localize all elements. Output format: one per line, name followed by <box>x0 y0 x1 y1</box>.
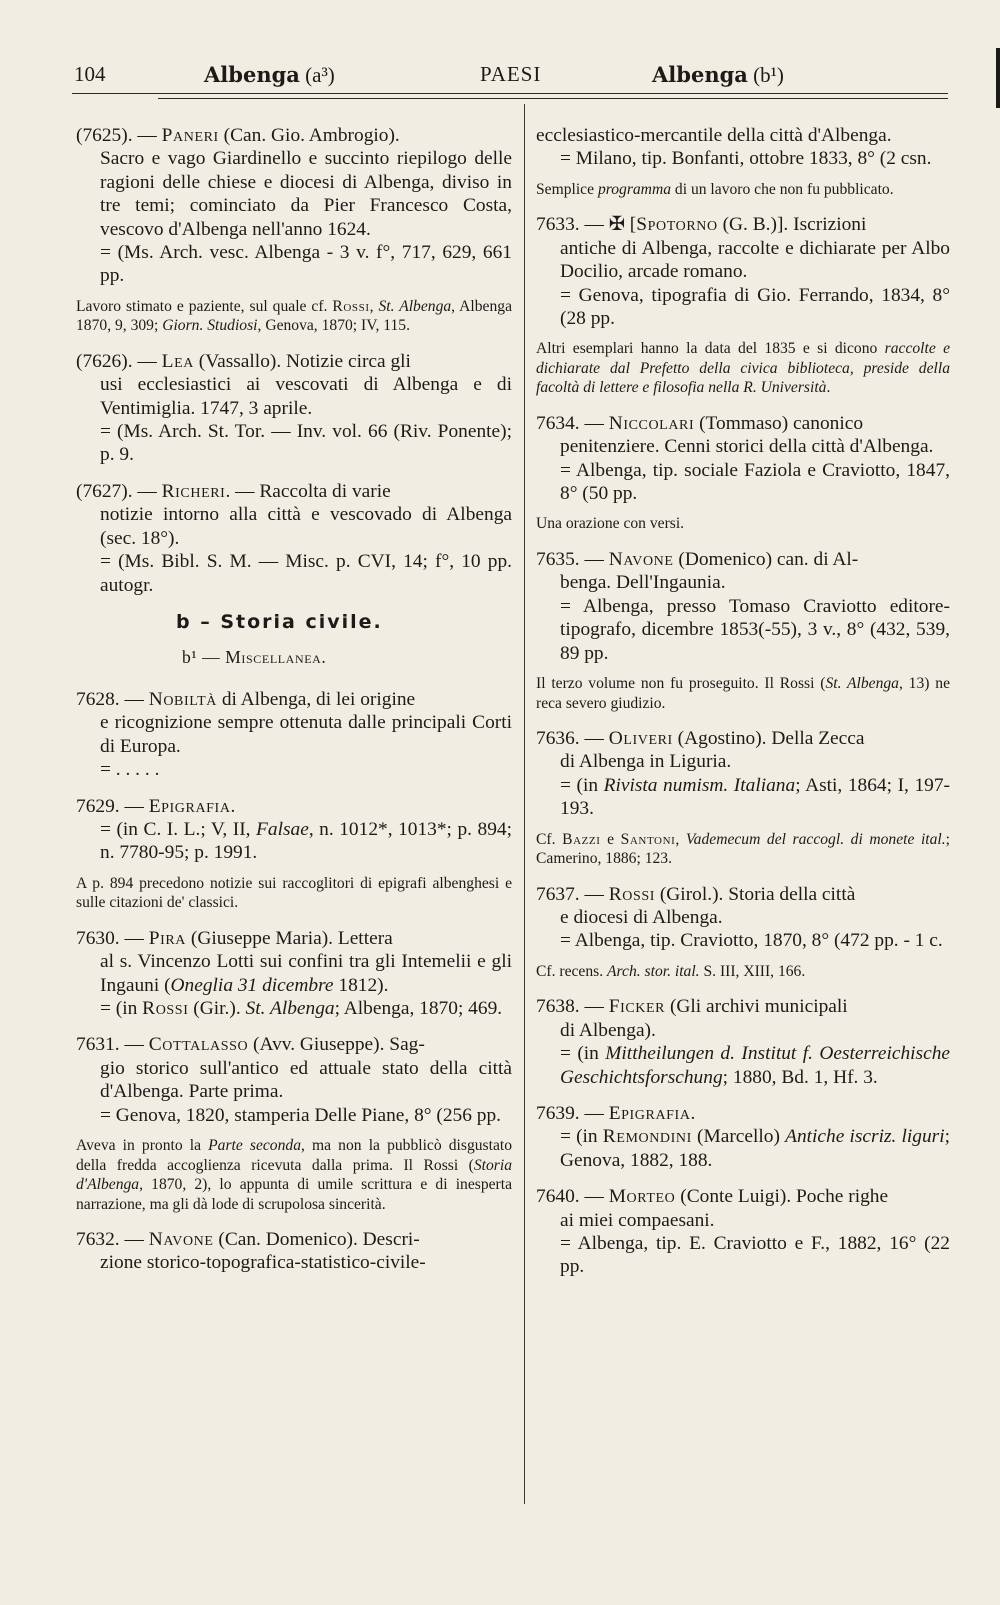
entry-title: Sacro e vago Giardinello e succinto riepilogo delle ragioni delle chiese e diocesi di Albenga, diviso in tre temi; cominciato da Pier Francesco Costa, vescovo d'Albenga nell'anno 1624. <box>100 148 512 240</box>
entry-note: Cf. Bazzi e Santoni, Vademecum del raccogl. di monete ital.; Camerino, 1886; 123. <box>536 830 950 868</box>
entry-title: e ricognizione sempre ottenuta dalle principali Corti di Europa. <box>100 712 512 757</box>
entry-author: Navone <box>608 548 674 570</box>
entry-7640: 7640. — Morteo (Conte Luigi). Poche righe ai miei compaesani. = Albenga, tip. E. Craviotto e F., 1882, 16° (22 pp. <box>536 1186 950 1278</box>
entry-reference: = Milano, tip. Bonfanti, ottobre 1833, 8° (2 csn. <box>560 148 932 170</box>
entry-note: Altri esemplari hanno la data del 1835 e si dicono raccolte e dichiarate dal Prefetto della civica biblioteca, preside della facoltà di lettere e filosofia nella R. Università. <box>536 340 950 397</box>
entry-reference: = (Ms. Arch. vesc. Albenga - 3 v. f°, 717, 629, 661 pp. <box>100 242 512 287</box>
section-heading: b – Storia civile. <box>176 610 383 633</box>
entry-reference: = Albenga, tip. sociale Faziola e Craviotto, 1847, 8° (50 pp. <box>560 459 950 505</box>
entry-reference: = (in C. I. L.; V, II, Falsae, n. 1012*, 1013*; p. 894; n. 7780-95; p. 1991. <box>100 818 512 864</box>
entry-author: Richeri <box>161 480 226 502</box>
entry-reference: = (in Remondini (Marcello) Antiche iscriz. liguri; Genova, 1882, 188. <box>560 1126 950 1171</box>
entry-title: ecclesiastico-mercantile della città d'Albenga. <box>536 125 892 146</box>
header-rule <box>72 93 948 94</box>
entry-7629: 7629. — Epigrafia. = (in C. I. L.; V, II, Falsae, n. 1012*, 1013*; p. 894; n. 7780-95; p. 1991. <box>76 795 512 864</box>
entry-reference: = Albenga, tip. E. Craviotto e F., 1882, 16° (22 pp. <box>560 1233 950 1278</box>
entry-note: Semplice programma di un lavoro che non fu pubblicato. <box>536 180 894 198</box>
entry-title: gio storico sull'antico ed attuale stato della città d'Albenga. Parte prima. <box>100 1057 512 1103</box>
entry-note: Una orazione con versi. <box>536 515 685 533</box>
entry-note: Lavoro stimato e paziente, sul quale cf. Rossi, St. Albenga, Albenga 1870, 9, 309; Giorn. Studiosi, Genova, 1870; IV, 115. <box>76 297 512 335</box>
entry-title: ai miei compaesani. <box>560 1209 715 1231</box>
page-edge-mark <box>996 48 1000 108</box>
entry-7627: (7627). — Richeri. — Raccolta di varie notizie intorno alla città e vescovado di Albenga (sec. 18°). = (Ms. Bibl. S. M. — Misc. p. CVI, 14; f°, 10 pp. autogr. <box>76 480 512 596</box>
entry-reference: = Genova, 1820, stamperia Delle Piane, 8° (256 pp. <box>100 1104 502 1126</box>
center-running-title: PAESI <box>480 62 542 86</box>
entry-author: Epigrafia <box>148 795 231 817</box>
entry-title: usi ecclesiastici ai vescovati di Albenga e di Ventimiglia. 1747, 3 aprile. <box>100 374 512 419</box>
entry-7632-continued <box>536 124 950 171</box>
entry-7634: 7634. — Niccolari (Tommaso) canonico penitenziere. Cenni storici della città d'Albenga. = Albenga, tip. sociale Faziola e Craviotto, 1847, 8° (50 pp. <box>536 412 950 505</box>
entry-author: Nobiltà <box>148 688 217 710</box>
entry-reference: = (in Mittheilungen d. Institut f. Oesterreichische Geschichtsforschung; 1880, Bd. 1, Hf. 3. <box>560 1043 950 1088</box>
entry-author: Ficker <box>608 996 666 1018</box>
entry-reference: = . . . . . <box>100 759 160 781</box>
subsection-heading: b¹ — Miscellanea. <box>182 646 327 667</box>
entry-7633: 7633. — ✠ [Spotorno (G. B.)]. Iscrizioni antiche di Albenga, raccolte e dichiarate per Albo Docilio, arcade romano. = Genova, tipografia di Gio. Ferrando, 1834, 8° (28 pp. <box>536 214 950 329</box>
entry-title: di Albenga in Liguria. <box>560 751 732 773</box>
entry-7626: (7626). — Lea (Vassallo). Notizie circa gli usi ecclesiastici ai vescovati di Albenga e di Ventimiglia. 1747, 3 aprile. = (Ms. Arch. St. Tor. — Inv. vol. 66 (Riv. Ponente); p. 9. <box>76 350 512 466</box>
header-rule-thin <box>158 98 948 99</box>
entry-title: antiche di Albenga, raccolte e dichiarate per Albo Docilio, arcade romano. <box>560 237 950 283</box>
entry-note: Aveva in pronto la Parte seconda, ma non la pubblicò disgustato della fredda accoglienza ricevuta dalla prima. Il Rossi (Storia d'Albenga, 1870, 2), lo appunta di umile scrittura e di inesperta narrazione, ma gli dà lode di scrupolosa sincerità. <box>76 1137 513 1213</box>
entry-7625: (7625). — Paneri (Can. Gio. Ambrogio). Sacro e vago Giardinello e succinto riepilogo delle ragioni delle chiese e diocesi di Albenga, diviso in tre temi; cominciato da Pier Francesco Costa, vescovo d'Albenga nell'anno 1624. = (Ms. Arch. vesc. Albenga - 3 v. f°, 717, 629, 661 pp. <box>76 125 512 287</box>
entry-author: Cottalasso <box>148 1034 249 1056</box>
entry-title: zione storico-topografica-statistico-civile- <box>100 1252 426 1274</box>
entry-7636: 7636. — Oliveri (Agostino). Della Zecca di Albenga in Liguria. = (in Rivista numism. Italiana; Asti, 1864; I, 197-193. <box>536 728 950 820</box>
entry-author: Lea <box>161 350 194 372</box>
entry-7628: 7628. — Nobiltà di Albenga, di lei origine e ricognizione sempre ottenuta dalle principali Corti di Europa. = . . . . . <box>76 688 512 781</box>
entry-title: e diocesi di Albenga. <box>560 907 723 929</box>
entry-reference: = (in Rivista numism. Italiana; Asti, 1864; I, 197-193. <box>560 774 950 820</box>
entry-7631: 7631. — Cottalasso (Avv. Giuseppe). Sag- gio storico sull'antico ed attuale stato della città d'Albenga. Parte prima. = Genova, 1820, stamperia Delle Piane, 8° (256 pp. <box>76 1034 512 1126</box>
entry-7635: 7635. — Navone (Domenico) can. di Al- benga. Dell'Ingaunia. = Albenga, presso Tomaso Craviotto editore-tipografo, dicembre 1853(-55), 3 v., 8° (432, 539, 89 pp. <box>536 548 950 664</box>
entry-title: benga. Dell'Ingaunia. <box>560 572 726 594</box>
entry-note: Il terzo volume non fu proseguito. Il Rossi (St. Albenga, 13) ne reca severo giudizio. <box>536 675 950 712</box>
entry-note: Cf. recens. Arch. stor. ital. S. III, XIII, 166. <box>536 962 806 980</box>
entry-title: penitenziere. Cenni storici della città d'Albenga. <box>560 436 934 458</box>
entry-title: al s. Vincenzo Lotti sui confini tra gli Intemelii e gli Ingauni (Oneglia 31 dicembre 1812). <box>100 951 512 996</box>
entry-reference: = Albenga, presso Tomaso Craviotto editore-tipografo, dicembre 1853(-55), 3 v., 8° (432, 539, 89 pp. <box>560 595 950 664</box>
entry-author: Niccolari <box>608 412 695 434</box>
entry-author: Pira <box>148 927 187 949</box>
entry-author: Morteo <box>608 1186 676 1208</box>
entry-author: Epigrafia <box>608 1102 691 1124</box>
entry-reference: = (in Rossi (Gir.). St. Albenga; Albenga, 1870; 469. <box>100 997 503 1019</box>
entry-title: di Albenga). <box>560 1019 656 1041</box>
entry-author: Spotorno <box>636 214 718 236</box>
left-running-title: Albenga (a³) <box>204 62 335 87</box>
right-running-title: Albenga (b¹) <box>652 62 784 87</box>
entry-author: Navone <box>148 1229 214 1250</box>
entry-reference: = (Ms. Arch. St. Tor. — Inv. vol. 66 (Riv. Ponente); p. 9. <box>100 421 512 466</box>
column-divider <box>524 104 525 1504</box>
entry-reference: = Albenga, tip. Craviotto, 1870, 8° (472 pp. - 1 c. <box>560 930 943 952</box>
running-header <box>72 58 948 94</box>
left-column <box>76 124 512 1288</box>
entry-reference: = (Ms. Bibl. S. M. — Misc. p. CVI, 14; f°, 10 pp. autogr. <box>100 551 512 596</box>
entry-note: A p. 894 precedono notizie sui raccoglitori di epigrafi albenghesi e sulle citazioni de' classici. <box>76 874 512 912</box>
entry-author: Paneri <box>161 125 219 146</box>
entry-7637: 7637. — Rossi (Girol.). Storia della città e diocesi di Albenga. = Albenga, tip. Craviotto, 1870, 8° (472 pp. - 1 c. <box>536 883 950 953</box>
entry-author: Oliveri <box>608 728 673 749</box>
entry-7632: 7632. — Navone (Can. Domenico). Descri- zione storico-topografica-statistico-civile- <box>76 1228 512 1275</box>
entry-reference: = Genova, tipografia di Gio. Ferrando, 1834, 8° (28 pp. <box>560 284 950 329</box>
page-number: 104 <box>74 62 106 86</box>
right-column <box>536 124 950 1292</box>
entry-7638: 7638. — Ficker (Gli archivi municipali di Albenga). = (in Mittheilungen d. Institut f. Oesterreichische Geschichtsforschung; 1880, Bd. 1, Hf. 3. <box>536 996 950 1088</box>
entry-title: notizie intorno alla città e vescovado di Albenga (sec. 18°). <box>100 504 512 549</box>
entry-7630: 7630. — Pira (Giuseppe Maria). Lettera al s. Vincenzo Lotti sui confini tra gli Intemelii e gli Ingauni (Oneglia 31 dicembre 1812). = (in Rossi (Gir.). St. Albenga; Albenga, 1870; 469. <box>76 927 512 1019</box>
entry-author: Rossi <box>608 883 655 905</box>
entry-7639: 7639. — Epigrafia. = (in Remondini (Marcello) Antiche iscriz. liguri; Genova, 1882, 188. <box>536 1102 950 1171</box>
